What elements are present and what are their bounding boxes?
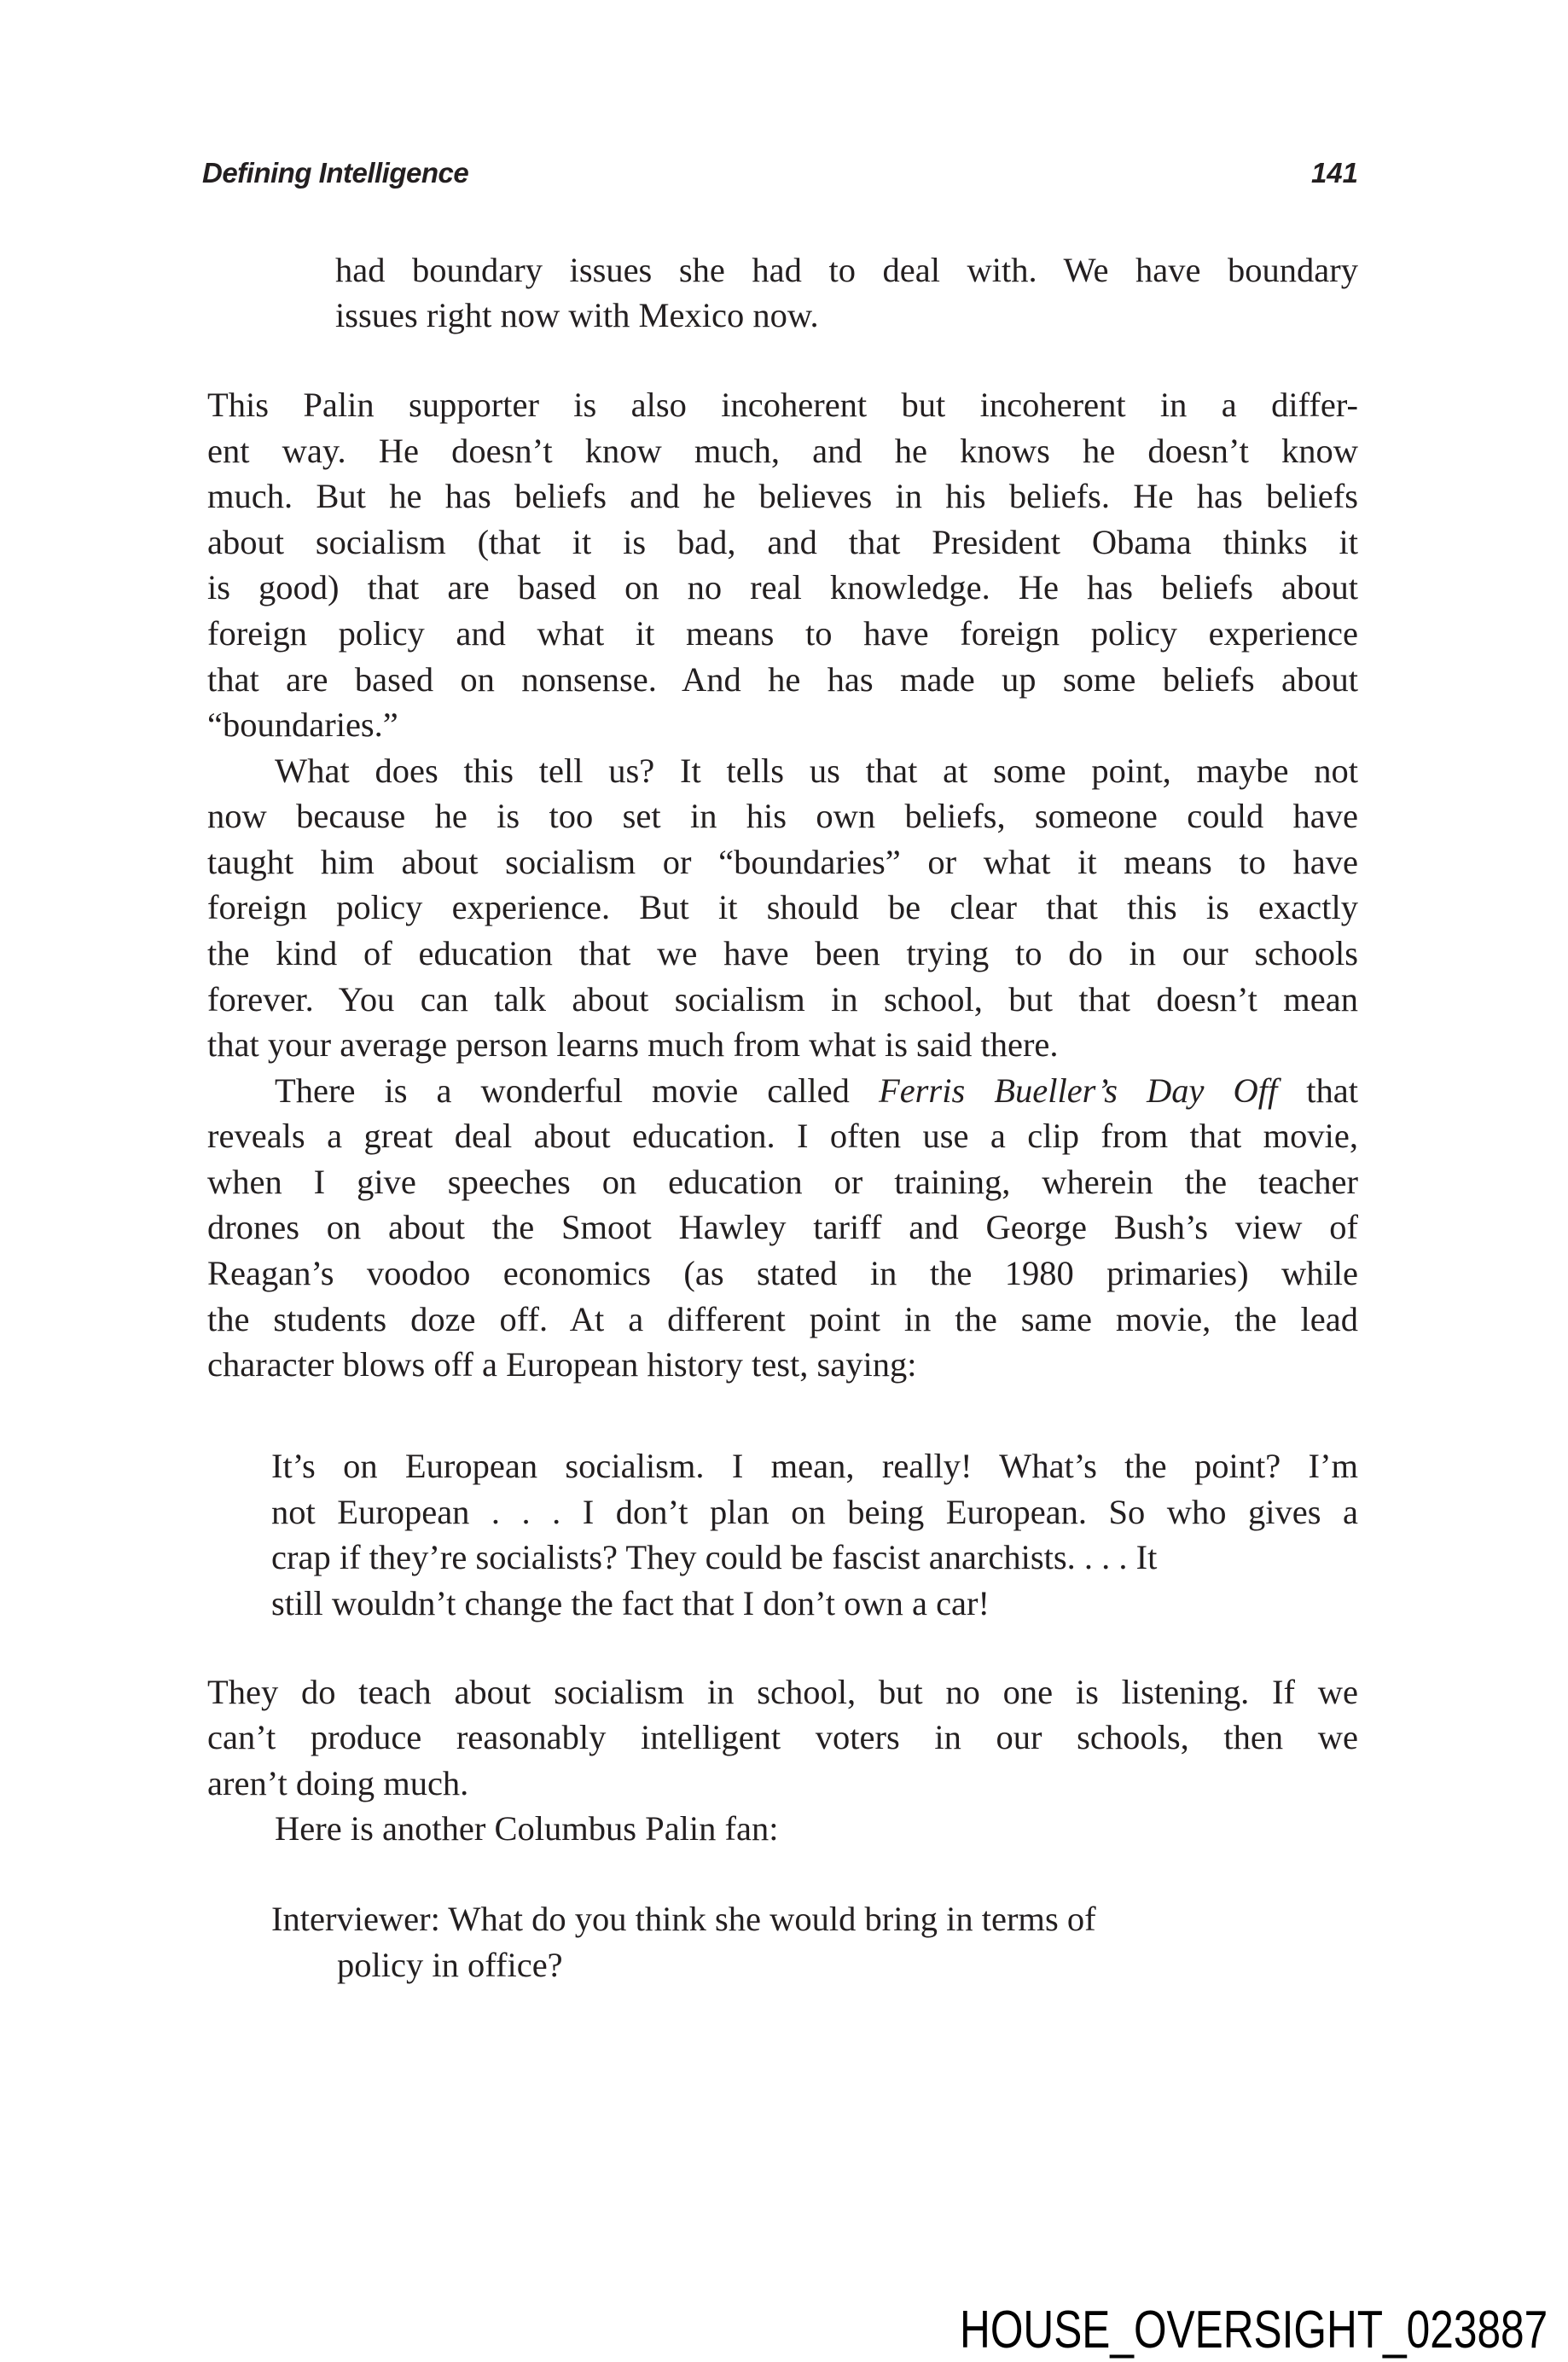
text-line: What does this tell us? It tells us that at some point, maybe not: [275, 752, 1358, 790]
text-line: about socialism (that it is bad, and that President Obama thinks it: [207, 523, 1358, 561]
movie-title: Ferris Bueller’s Day Off: [878, 1071, 1278, 1110]
text-line: had boundary issues she had to deal with. We have boundary: [335, 251, 1358, 289]
text-line: aren’t doing much.: [207, 1764, 469, 1802]
text-line: This Palin supporter is also incoherent but incoherent in a differ-: [207, 386, 1358, 424]
text-run: There is a wonderful movie called: [275, 1071, 850, 1110]
text-line: Here is another Columbus Palin fan:: [275, 1809, 779, 1848]
text-line: “boundaries.”: [207, 705, 398, 744]
text-run: that: [1306, 1071, 1359, 1110]
text-line: issues right now with Mexico now.: [335, 296, 819, 334]
text-line: They do teach about socialism in school, but no one is listening. If we: [207, 1673, 1358, 1711]
text-line: that your average person learns much from what is said there.: [207, 1025, 1059, 1064]
text-line: is good) that are based on no real knowledge. He has beliefs about: [207, 568, 1358, 606]
text-line: still wouldn’t change the fact that I don’t own a car!: [271, 1584, 990, 1622]
text-line: [275, 1068, 1358, 1114]
text-line: taught him about socialism or “boundaries” or what it means to have: [207, 843, 1358, 881]
text-line: drones on about the Smoot Hawley tariff and George Bush’s view of: [207, 1208, 1358, 1246]
text-line: much. But he has beliefs and he believes in his beliefs. He has beliefs: [207, 477, 1358, 515]
page-number: 141: [1310, 157, 1358, 189]
text-line: the students doze off. At a different point in the same movie, the lead: [207, 1300, 1358, 1338]
text-line: that are based on nonsense. And he has made up some beliefs about: [207, 660, 1358, 699]
text-line: reveals a great deal about education. I often use a clip from that movie,: [207, 1117, 1358, 1155]
text-line: the kind of education that we have been trying to do in our schools: [207, 934, 1358, 972]
text-line: character blows off a European history test, saying:: [207, 1345, 917, 1384]
text-line: when I give speeches on education or training, wherein the teacher: [207, 1163, 1358, 1201]
text-line: ent way. He doesn’t know much, and he knows he doesn’t know: [207, 432, 1358, 470]
text-line: It’s on European socialism. I mean, really! What’s the point? I’m: [271, 1447, 1358, 1485]
text-line: foreign policy and what it means to have foreign policy experience: [207, 614, 1358, 653]
text-line: crap if they’re socialists? They could be fascist anarchists. . . . It: [271, 1538, 1158, 1576]
text-line: Reagan’s voodoo economics (as stated in the 1980 primaries) while: [207, 1254, 1358, 1292]
running-title: Defining Intelligence: [202, 157, 469, 189]
text-line: policy in office?: [337, 1946, 563, 1984]
text-line: forever. You can talk about socialism in school, but that doesn’t mean: [207, 980, 1358, 1019]
text-line: now because he is too set in his own beliefs, someone could have: [207, 797, 1358, 835]
text-line: foreign policy experience. But it should be clear that this is exactly: [207, 888, 1358, 926]
text-line: Interviewer: What do you think she would bring in terms of: [271, 1900, 1096, 1938]
bates-stamp: HOUSE_OVERSIGHT_023887: [960, 2301, 1548, 2359]
running-head: [202, 157, 1358, 191]
text-line: can’t produce reasonably intelligent voters in our schools, then we: [207, 1718, 1358, 1756]
text-line: not European . . . I don’t plan on being European. So who gives a: [271, 1493, 1358, 1531]
